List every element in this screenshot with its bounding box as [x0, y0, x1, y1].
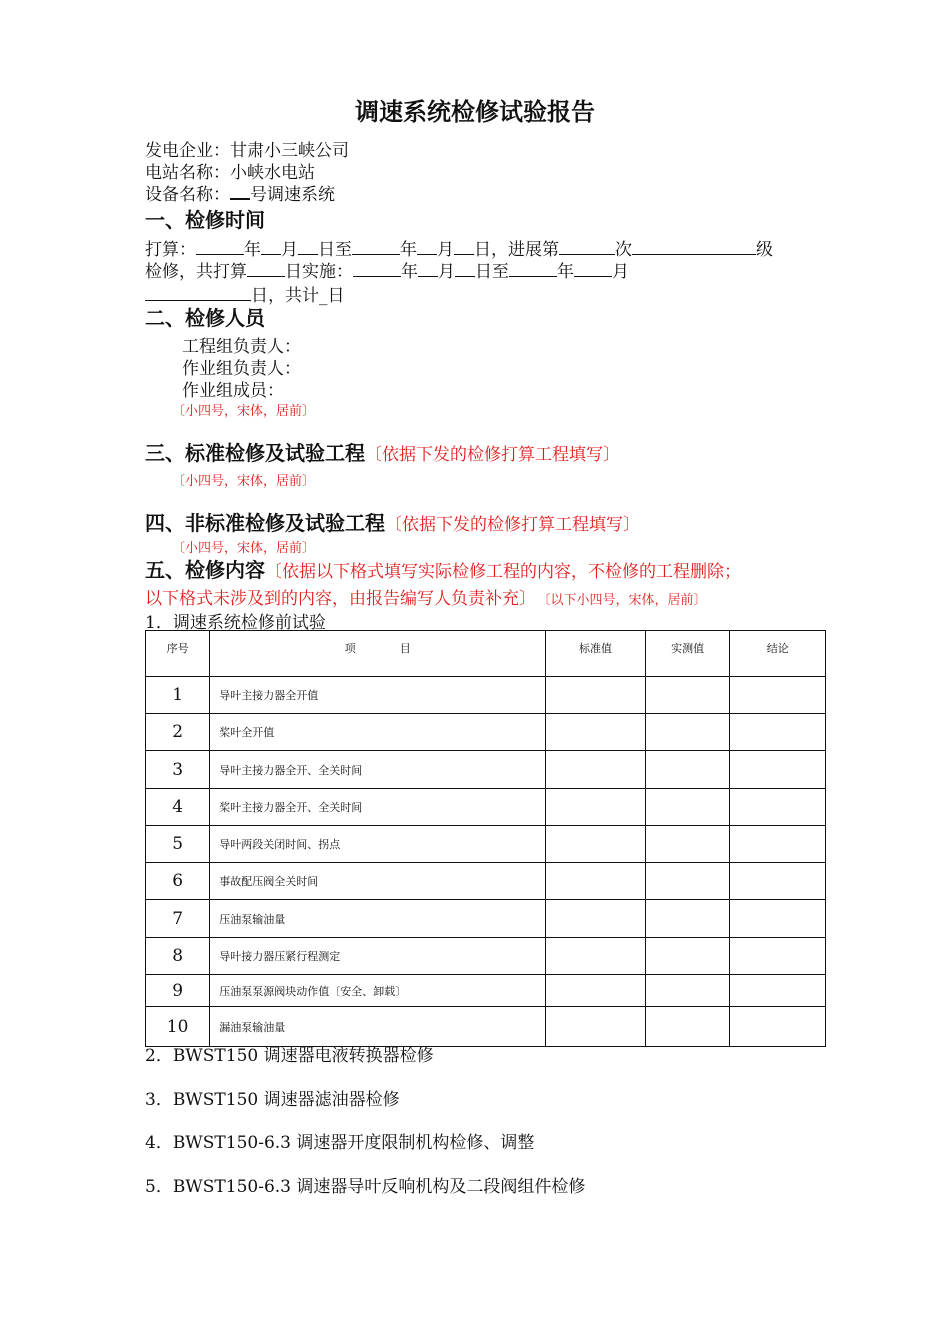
row-conclusion-cell[interactable]	[730, 751, 826, 789]
row-actual-cell[interactable]	[645, 975, 730, 1007]
font-note-2: 〔小四号，宋体，居前〕	[172, 474, 316, 489]
equipment-suffix: 号调速系统	[250, 185, 335, 205]
row-actual-cell[interactable]	[645, 863, 730, 900]
year-label-4: 年	[557, 262, 574, 282]
table-row	[146, 789, 826, 826]
day-to-label: 日至	[318, 240, 352, 260]
section-5-note-line1: 〔依据以下格式填写实际检修工程的内容，不检修的工程删除；	[265, 562, 741, 582]
row-standard-cell[interactable]	[546, 677, 645, 714]
row-item-cell: 导叶接力器压紧行程测定	[210, 938, 546, 975]
row-standard-cell[interactable]	[546, 789, 645, 826]
times-label: 次	[615, 240, 632, 260]
section-5-note-small: 〔以下小四号，宋体，居前〕	[544, 593, 707, 608]
section-3-note: 〔依据下发的检修打算工程填写〕	[365, 445, 620, 465]
line2-start: 检修，共打算	[145, 262, 247, 282]
plan-end-year-blank[interactable]	[352, 239, 400, 255]
times-blank[interactable]	[559, 239, 615, 255]
row-standard-cell[interactable]	[546, 1007, 645, 1047]
impl-start-month-blank[interactable]	[418, 261, 438, 277]
row-number-cell: 8	[146, 938, 210, 975]
section-5-note-line2: 以下格式未涉及到的内容，由报告编写人负责补充〕	[145, 589, 536, 609]
members-line: 作业组成员：	[182, 381, 284, 401]
pre-test-table	[145, 630, 826, 1047]
row-standard-cell[interactable]	[546, 826, 645, 863]
section-4-title: 四、非标准检修及试验工程	[145, 511, 385, 535]
section-5-heading	[145, 554, 741, 583]
month-label-2: 月	[437, 240, 454, 260]
month-label: 月	[281, 240, 298, 260]
table-row	[146, 751, 826, 789]
row-item-cell: 桨叶主接力器全开、全关时间	[210, 789, 546, 826]
section-4-note: 〔依据下发的检修打算工程填写〕	[385, 515, 640, 535]
table-row	[146, 938, 826, 975]
row-item-cell: 压油泵泵源阀块动作值〔安全、卸载〕	[210, 975, 546, 1007]
row-item-cell: 漏油泵输油量	[210, 1007, 546, 1047]
row-number-cell: 6	[146, 863, 210, 900]
level-label: 级	[756, 240, 773, 260]
day-total-label: 日，共计_日	[251, 286, 345, 306]
time-line-2	[145, 257, 629, 282]
header-standard: 标准值	[546, 631, 645, 677]
row-actual-cell[interactable]	[645, 677, 730, 714]
row-actual-cell[interactable]	[645, 789, 730, 826]
row-conclusion-cell[interactable]	[730, 863, 826, 900]
impl-start-year-blank[interactable]	[353, 261, 401, 277]
equipment-label: 设备名称：	[145, 185, 230, 205]
equipment-number-blank[interactable]	[230, 183, 250, 200]
section-1-heading: 一、检修时间	[145, 208, 265, 232]
row-number-cell: 10	[146, 1007, 210, 1047]
row-standard-cell[interactable]	[546, 975, 645, 1007]
row-conclusion-cell[interactable]	[730, 900, 826, 938]
row-standard-cell[interactable]	[546, 751, 645, 789]
row-standard-cell[interactable]	[546, 863, 645, 900]
impl-end-year-blank[interactable]	[509, 261, 557, 277]
month-label-4: 月	[612, 262, 629, 282]
row-item-cell: 导叶主接力器全开、全关时间	[210, 751, 546, 789]
day-expand-label: 日，进展第	[474, 240, 559, 260]
level-blank[interactable]	[632, 239, 756, 255]
row-standard-cell[interactable]	[546, 714, 645, 751]
row-number-cell: 4	[146, 789, 210, 826]
table-body	[146, 677, 826, 1047]
impl-end-month-blank[interactable]	[574, 261, 612, 277]
row-conclusion-cell[interactable]	[730, 1007, 826, 1047]
row-number-cell: 3	[146, 751, 210, 789]
work-leader-line: 作业组负责人：	[182, 359, 301, 379]
font-note-1: 〔小四号，宋体，居前〕	[172, 404, 316, 419]
table-row	[146, 677, 826, 714]
table-row	[146, 975, 826, 1007]
row-item-cell: 导叶主接力器全开值	[210, 677, 546, 714]
row-actual-cell[interactable]	[645, 826, 730, 863]
section-3-title: 三、标准检修及试验工程	[145, 441, 365, 465]
row-conclusion-cell[interactable]	[730, 714, 826, 751]
row-actual-cell[interactable]	[645, 1007, 730, 1047]
row-conclusion-cell[interactable]	[730, 975, 826, 1007]
plan-end-day-blank[interactable]	[454, 239, 474, 255]
font-note-3: 〔小四号，宋体，居前〕	[172, 541, 316, 556]
month-label-3: 月	[438, 262, 455, 282]
row-number-cell: 5	[146, 826, 210, 863]
section-3-heading	[145, 437, 620, 466]
row-number-cell: 7	[146, 900, 210, 938]
row-number-cell: 1	[146, 677, 210, 714]
row-number-cell: 9	[146, 975, 210, 1007]
year-label-2: 年	[400, 240, 417, 260]
impl-end-day-blank[interactable]	[145, 285, 251, 301]
row-conclusion-cell[interactable]	[730, 677, 826, 714]
row-standard-cell[interactable]	[546, 938, 645, 975]
page-title: 调速系统检修试验报告	[355, 98, 595, 126]
station-line: 电站名称：小峡水电站	[145, 163, 315, 183]
table-row	[146, 826, 826, 863]
header-item: 项 目	[210, 631, 546, 677]
equipment-line	[145, 180, 335, 205]
day-impl-label: 日实施：	[285, 262, 353, 282]
table-header-row	[146, 631, 826, 677]
impl-start-day-blank[interactable]	[455, 261, 475, 277]
section-5-note-line2-row	[145, 584, 707, 609]
row-standard-cell[interactable]	[546, 900, 645, 938]
row-actual-cell[interactable]	[645, 714, 730, 751]
project-leader-line: 工程组负责人：	[182, 337, 301, 357]
header-no: 序号	[146, 631, 210, 677]
section-5-title: 五、检修内容	[145, 558, 265, 582]
row-actual-cell[interactable]	[645, 751, 730, 789]
table-row	[146, 900, 826, 938]
row-number-cell: 2	[146, 714, 210, 751]
subsection-3-title: 3．BWST150 调速器滤油器检修	[145, 1090, 400, 1110]
plan-start-day-blank[interactable]	[298, 239, 318, 255]
row-conclusion-cell[interactable]	[730, 938, 826, 975]
section-4-heading	[145, 507, 640, 536]
company-line: 发电企业：甘肃小三峡公司	[145, 141, 349, 161]
subsection-1-title: 1．调速系统检修前试验	[145, 613, 326, 633]
row-item-cell: 桨叶全开值	[210, 714, 546, 751]
plan-end-month-blank[interactable]	[417, 239, 437, 255]
table-row	[146, 714, 826, 751]
header-actual: 实测值	[645, 631, 730, 677]
plan-label: 打算：	[145, 240, 196, 260]
day-to-label-2: 日至	[475, 262, 509, 282]
row-actual-cell[interactable]	[645, 900, 730, 938]
row-conclusion-cell[interactable]	[730, 826, 826, 863]
row-item-cell: 事故配压阀全关时间	[210, 863, 546, 900]
subsection-2-title: 2．BWST150 调速器电液转换器检修	[145, 1046, 434, 1066]
row-conclusion-cell[interactable]	[730, 789, 826, 826]
header-conclusion: 结论	[730, 631, 826, 677]
row-item-cell: 压油泵输油量	[210, 900, 546, 938]
section-2-heading: 二、检修人员	[145, 306, 265, 330]
plan-start-month-blank[interactable]	[261, 239, 281, 255]
plan-start-year-blank[interactable]	[196, 239, 244, 255]
year-label: 年	[244, 240, 261, 260]
year-label-3: 年	[401, 262, 418, 282]
plan-days-blank[interactable]	[247, 261, 285, 277]
subsection-5-title: 5．BWST150-6.3 调速器导叶反响机构及二段阀组件检修	[145, 1177, 586, 1197]
row-item-cell: 导叶两段关闭时间、拐点	[210, 826, 546, 863]
subsection-4-title: 4．BWST150-6.3 调速器开度限制机构检修、调整	[145, 1133, 535, 1153]
table-row	[146, 863, 826, 900]
row-actual-cell[interactable]	[645, 938, 730, 975]
